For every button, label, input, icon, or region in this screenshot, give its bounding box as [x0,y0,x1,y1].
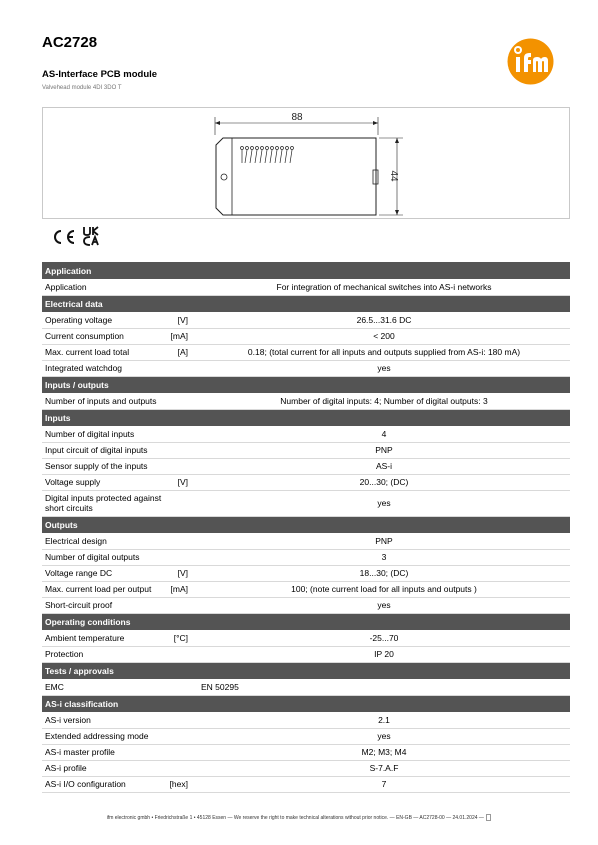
section-header [42,295,570,312]
footer-text: ifm electronic gmbh • Friedrichstraße 1 • 45128 Essen — We reserve the right to make technical alterations without prior notice. — EN-GB — AC2728-00 — 24.01.2024 — [106,814,484,821]
spec-label: AS-i master profile [42,744,162,760]
spec-spacer [190,630,198,646]
spec-spacer [190,328,198,344]
spec-value: 26.5...31.6 DC [198,312,570,328]
spec-label: Extended addressing mode [42,728,162,744]
spec-unit: [°C] [162,630,190,646]
spec-label: Operating voltage [42,312,162,328]
spec-label: Electrical design [42,533,162,549]
spec-value: yes [198,360,570,376]
ce-mark-icon [55,231,74,243]
dimension-drawing [42,107,570,219]
spec-spacer [190,458,198,474]
spec-spacer [190,565,198,581]
spec-label: Voltage range DC [42,565,162,581]
spec-label: Voltage supply [42,474,162,490]
spec-row [42,312,570,328]
spec-row [42,458,570,474]
spec-value: < 200 [198,328,570,344]
spec-unit [162,744,190,760]
page-footer [0,814,598,821]
spec-unit [162,360,190,376]
spec-value: -25...70 [198,630,570,646]
spec-unit [162,712,190,728]
spec-spacer [190,490,198,516]
spec-label: Short-circuit proof [42,597,162,613]
spec-spacer [190,581,198,597]
spec-unit [162,490,190,516]
spec-spacer [190,776,198,792]
spec-label: AS-i I/O configuration [42,776,162,792]
spec-value: PNP [198,442,570,458]
spec-unit [162,549,190,565]
spec-value: For integration of mechanical switches into AS-i networks [198,279,570,295]
section-title: Operating conditions [45,616,131,627]
spec-value: AS-i [198,458,570,474]
spec-label: Max. current load total [42,344,162,360]
spec-label: Number of inputs and outputs [42,393,162,409]
section-title: Electrical data [45,298,103,309]
spec-unit [162,728,190,744]
product-article-number: AC2728 [42,34,98,51]
spec-label: Input circuit of digital inputs [42,442,162,458]
spec-label: EMC [42,679,162,695]
height-dimension-label: 44 [388,170,399,182]
spec-row [42,442,570,458]
spec-spacer [190,679,198,695]
section-title: Outputs [45,519,78,530]
width-dimension-label: 88 [291,112,303,123]
spec-spacer [190,442,198,458]
spec-label: AS-i profile [42,760,162,776]
spec-row [42,646,570,662]
spec-row [42,760,570,776]
spec-spacer [190,712,198,728]
spec-value: 7 [198,776,570,792]
spec-row [42,549,570,565]
spec-label: Number of digital outputs [42,549,162,565]
spec-spacer [190,426,198,442]
section-header [42,409,570,426]
spec-unit: [V] [162,474,190,490]
spec-value: 3 [198,549,570,565]
spec-value: M2; M3; M4 [198,744,570,760]
spec-unit [162,646,190,662]
spec-spacer [190,393,198,409]
product-name: AS-Interface PCB module [42,69,158,80]
product-description: Valvehead module 4DI 3DO T [42,85,122,91]
spec-row [42,474,570,490]
spec-value: yes [198,490,570,516]
spec-spacer [190,549,198,565]
spec-row [42,728,570,744]
spec-spacer [190,474,198,490]
spec-label: Protection [42,646,162,662]
spec-value: yes [198,597,570,613]
section-header [42,695,570,712]
spec-row [42,360,570,376]
spec-spacer [190,344,198,360]
spec-value: 18...30; (DC) [198,565,570,581]
spec-label: Ambient temperature [42,630,162,646]
section-header [42,376,570,393]
spec-label: Application [42,279,162,295]
spec-spacer [190,744,198,760]
spec-unit: [A] [162,344,190,360]
ifm-logo [507,38,554,85]
spec-row [42,565,570,581]
spec-spacer [190,760,198,776]
spec-unit: [mA] [162,328,190,344]
spec-unit [162,679,190,695]
spec-unit [162,597,190,613]
spec-unit [162,426,190,442]
section-header [42,662,570,679]
section-title: Application [45,265,92,276]
spec-unit [162,279,190,295]
spec-value: IP 20 [198,646,570,662]
spec-spacer [190,279,198,295]
spec-spacer [190,312,198,328]
spec-row [42,393,570,409]
spec-unit: [V] [162,565,190,581]
section-header [42,516,570,533]
spec-value: Number of digital inputs: 4; Number of digital outputs: 3 [198,393,570,409]
spec-unit: [hex] [162,776,190,792]
spec-value: 0.18; (total current for all inputs and outputs supplied from AS-i: 180 mA) [198,344,570,360]
spec-value: EN 50295 [198,679,570,695]
specification-table [42,262,570,793]
spec-row [42,533,570,549]
spec-row [42,426,570,442]
section-title: Inputs / outputs [45,379,109,390]
spec-unit [162,442,190,458]
section-header [42,613,570,630]
spec-row [42,279,570,295]
spec-row [42,344,570,360]
spec-spacer [190,533,198,549]
spec-row [42,581,570,597]
spec-label: Integrated watchdog [42,360,162,376]
spec-label: AS-i version [42,712,162,728]
section-title: Tests / approvals [45,665,114,676]
certification-marks [46,225,106,247]
spec-row [42,776,570,792]
spec-label: Current consumption [42,328,162,344]
section-title: AS-i classification [45,698,119,709]
spec-unit [162,393,190,409]
spec-label: Max. current load per output [42,581,162,597]
spec-row [42,490,570,516]
spec-label: Digital inputs protected against short circuits [42,490,162,516]
spec-row [42,744,570,760]
spec-row [42,712,570,728]
spec-spacer [190,360,198,376]
spec-row [42,630,570,646]
spec-value: yes [198,728,570,744]
spec-unit [162,533,190,549]
spec-unit [162,760,190,776]
spec-label: Sensor supply of the inputs [42,458,162,474]
spec-value: PNP [198,533,570,549]
spec-value: 4 [198,426,570,442]
ukca-mark-icon [84,227,98,245]
spec-row [42,679,570,695]
section-header [42,262,570,279]
spec-value: 100; (note current load for all inputs and outputs ) [198,581,570,597]
spec-row [42,597,570,613]
spec-value: 20...30; (DC) [198,474,570,490]
spec-unit: [V] [162,312,190,328]
spec-value: S-7.A.F [198,760,570,776]
spec-unit [162,458,190,474]
spec-unit: [mA] [162,581,190,597]
page-indicator [486,814,491,821]
spec-spacer [190,597,198,613]
spec-spacer [190,646,198,662]
spec-value: 2.1 [198,712,570,728]
section-title: Inputs [45,412,71,423]
spec-spacer [190,728,198,744]
spec-label: Number of digital inputs [42,426,162,442]
spec-row [42,328,570,344]
